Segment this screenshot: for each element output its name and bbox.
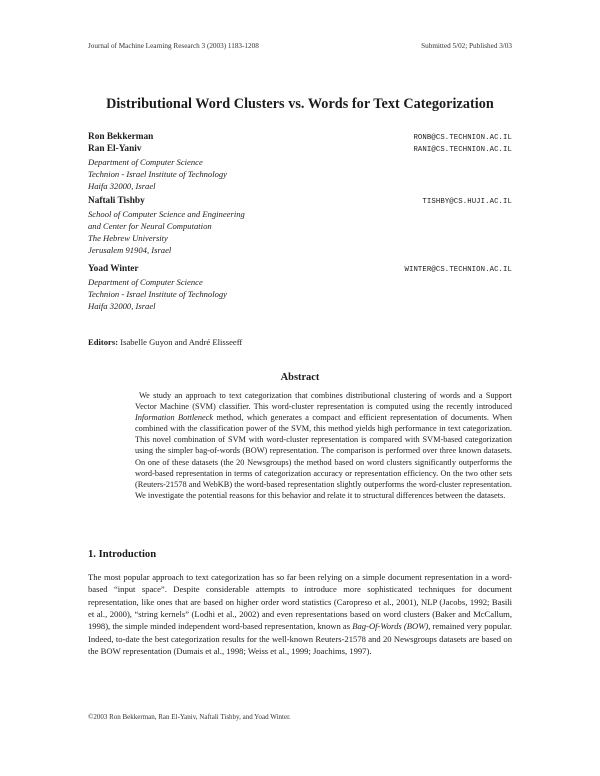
author-name: Naftali Tishby <box>88 196 145 206</box>
intro-paragraph <box>88 571 512 657</box>
affiliation-line: Department of Computer Science <box>88 157 203 167</box>
affiliation-line: Haifa 32000, Israel <box>88 301 156 311</box>
intro-emphasis: Bag-Of-Words (BOW) <box>352 621 429 632</box>
journal-citation: Journal of Machine Learning Research 3 (2003) 1183-1208 <box>88 42 259 50</box>
copyright-footer: ©2003 Ron Bekkerman, Ran El-Yaniv, Naftali Tishby, and Yoad Winter. <box>88 713 291 721</box>
author-name: Ron Bekkerman <box>88 132 154 142</box>
affiliation-line: Jerusalem 91904, Israel <box>88 245 172 255</box>
editors-line <box>88 337 242 347</box>
author-email: WINTER@CS.TECHNION.AC.IL <box>404 266 512 274</box>
author-list <box>88 132 512 312</box>
affiliation-line: Technion - Israel Institute of Technology <box>88 169 228 179</box>
abstract-text <box>135 390 512 501</box>
author-winter <box>88 264 512 312</box>
affiliation-line: and Center for Neural Computation <box>88 221 212 231</box>
author-email: RONB@CS.TECHNION.AC.IL <box>413 134 512 142</box>
section-heading: 1. Introduction <box>88 549 157 560</box>
paper-title: Distributional Word Clusters vs. Words for Text Categorization <box>106 96 494 112</box>
author-tishby <box>88 196 512 256</box>
author-bekkerman <box>88 132 512 144</box>
author-email: TISHBY@CS.HUJI.AC.IL <box>422 198 512 206</box>
author-name: Ran El-Yaniv <box>88 144 142 154</box>
abstract-heading: Abstract <box>280 372 320 383</box>
abstract-text-part: method, which generates a compact and efficient representation of documents. When combined with the classification power of the SVM, this method yields high performance in text categorization. This novel combination of SVM with word-cluster representation is compared with SVM-based categorization using the simpler bag-of-words (BOW) representation. The comparison is performed over three known datasets. On one of these datasets (the 20 Newsgroups) the method based on word clusters significantly outperforms the word-based representation in terms of categorization accuracy or representation efficiency. On the two other sets (Reuters-21578 and WebKB) the word-based representation slightly outperforms the word-cluster representation. We investigate the potential reasons for this behavior and relate it to structural differences between the datasets. <box>135 413 513 500</box>
author-name: Yoad Winter <box>88 264 139 274</box>
author-email: RANI@CS.TECHNION.AC.IL <box>413 146 512 154</box>
intro-text-part: The most popular approach to text categorization has so far been relying on a simple document representation in a word-based “input space”. Despite considerable attempts to introduce more sophisticated techniques for document representation, like ones that are based on higher order word statistics (Caropreso et al., 2001), NLP (Jacobs, 1992; Basili et al., 2000), “string kernels” (Lodhi et al., 2002) and even representations based on word clusters (Baker and McCallum, 1998), the simple minded independent word-based representation, known as <box>88 572 512 632</box>
abstract-emphasis: Information Bottleneck <box>135 413 214 423</box>
author-el-yaniv <box>88 144 512 192</box>
affiliation-line: Department of Computer Science <box>88 277 203 287</box>
submission-dates: Submitted 5/02; Published 3/03 <box>421 42 512 50</box>
affiliation-line: Technion - Israel Institute of Technology <box>88 289 228 299</box>
editors-label: Editors: <box>88 337 119 347</box>
running-header <box>88 42 512 50</box>
affiliation-line: School of Computer Science and Engineering <box>88 209 245 219</box>
affiliation-line: Haifa 32000, Israel <box>88 181 156 191</box>
abstract-text-part: We study an approach to text categorization that combines distributional clustering of words and a Support Vector Machine (SVM) classifier. This word-cluster representation is computed using the recently introduced <box>135 391 512 412</box>
editors-names: Isabelle Guyon and André Elisseeff <box>120 337 243 347</box>
affiliation-line: The Hebrew University <box>88 233 168 243</box>
intro-text-part: , remained very popular. Indeed, to-date the best categorization results for the well-known Reuters-21578 and 20 Newsgroups datasets are based on the BOW representation (Dumais et al., 1998; Weiss et al., 1999; Joachims, 1997). <box>88 621 512 657</box>
